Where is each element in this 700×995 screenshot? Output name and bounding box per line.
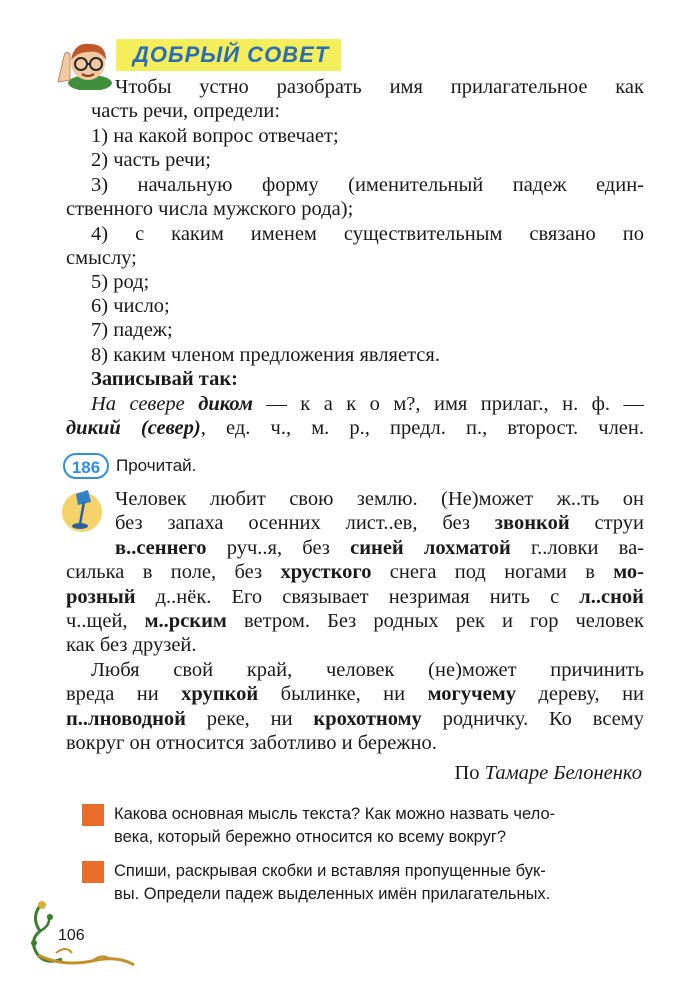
- task-2-line: вы. Определи падеж выделенных имён прилагательных.: [114, 885, 551, 903]
- page-number: 106: [58, 927, 85, 944]
- advice-step: 4) с каким именем существительным связано по: [91, 223, 644, 245]
- text-attribution: По Тамаре Белоненко: [454, 762, 642, 784]
- text-line: в..сеннего руч..я, без синей лохматой г..ловки ва-: [115, 537, 644, 559]
- advice-step: 5) род;: [91, 271, 150, 293]
- task-1-line: века, который бережно относится ко всему вокруг?: [114, 828, 507, 846]
- task-marker-icon: [82, 804, 104, 826]
- advice-intro-line: Чтобы устно разобрать имя прилагательное как: [115, 76, 644, 98]
- advice-step: 7) падеж;: [91, 319, 173, 341]
- boy-character-icon: [54, 36, 116, 90]
- text-line: Человек любит свою землю. (Не)может ж..ть он: [115, 488, 644, 510]
- advice-step: 2) часть речи;: [91, 149, 211, 171]
- advice-example-line: дикий (север), ед. ч., м. р., предл. п., второст. член.: [66, 417, 644, 439]
- advice-title: ДОБРЫЙ СОВЕТ: [133, 42, 330, 67]
- advice-step: 8) каким членом предложения является.: [91, 344, 440, 366]
- text-line: ч..щей, м..рским ветром. Без родных рек и гор человек: [66, 610, 645, 632]
- text-line: как без друзей.: [66, 634, 197, 656]
- advice-example-line: На севере диком — к а к о м?, имя прилаг., н. ф. —: [91, 393, 644, 415]
- advice-intro-line: часть речи, определи:: [91, 100, 281, 122]
- text-line: без запаха осенних лист..ев, без звонкой струи: [115, 512, 645, 534]
- task-marker-icon: [82, 861, 104, 883]
- text-line: розный д..нёк. Его связывает незримая нить с л..сной: [66, 586, 644, 608]
- exercise-instruction: Прочитай.: [116, 456, 197, 475]
- text-line: вокруг он относится заботливо и бережно.: [66, 732, 437, 754]
- text-line: Любя свой край, человек (не)может причинить: [91, 659, 644, 681]
- advice-step: смыслу;: [66, 247, 137, 269]
- text-line: п..лноводной реке, ни крохотному родничку. Ко всему: [66, 708, 644, 730]
- exercise-number: 186: [63, 453, 109, 479]
- advice-step: 6) число;: [91, 295, 170, 317]
- text-line: вреда ни хрупкой былинке, ни могучему дереву, ни: [66, 683, 645, 705]
- advice-step: 3) начальную форму (именительный падеж един-: [91, 174, 644, 196]
- write-label: Записывай так:: [91, 368, 238, 390]
- task-1-line: Какова основная мысль текста? Как можно назвать чело-: [114, 805, 556, 823]
- advice-step: ственного числа мужского рода);: [66, 198, 354, 220]
- reading-lamp-icon: [60, 486, 104, 534]
- task-2-line: Спиши, раскрывая скобки и вставляя пропущенные бук-: [114, 862, 546, 880]
- advice-step: 1) на какой вопрос отвечает;: [91, 125, 339, 147]
- text-line: силька в поле, без хрусткого снега под ногами в мо-: [66, 561, 644, 583]
